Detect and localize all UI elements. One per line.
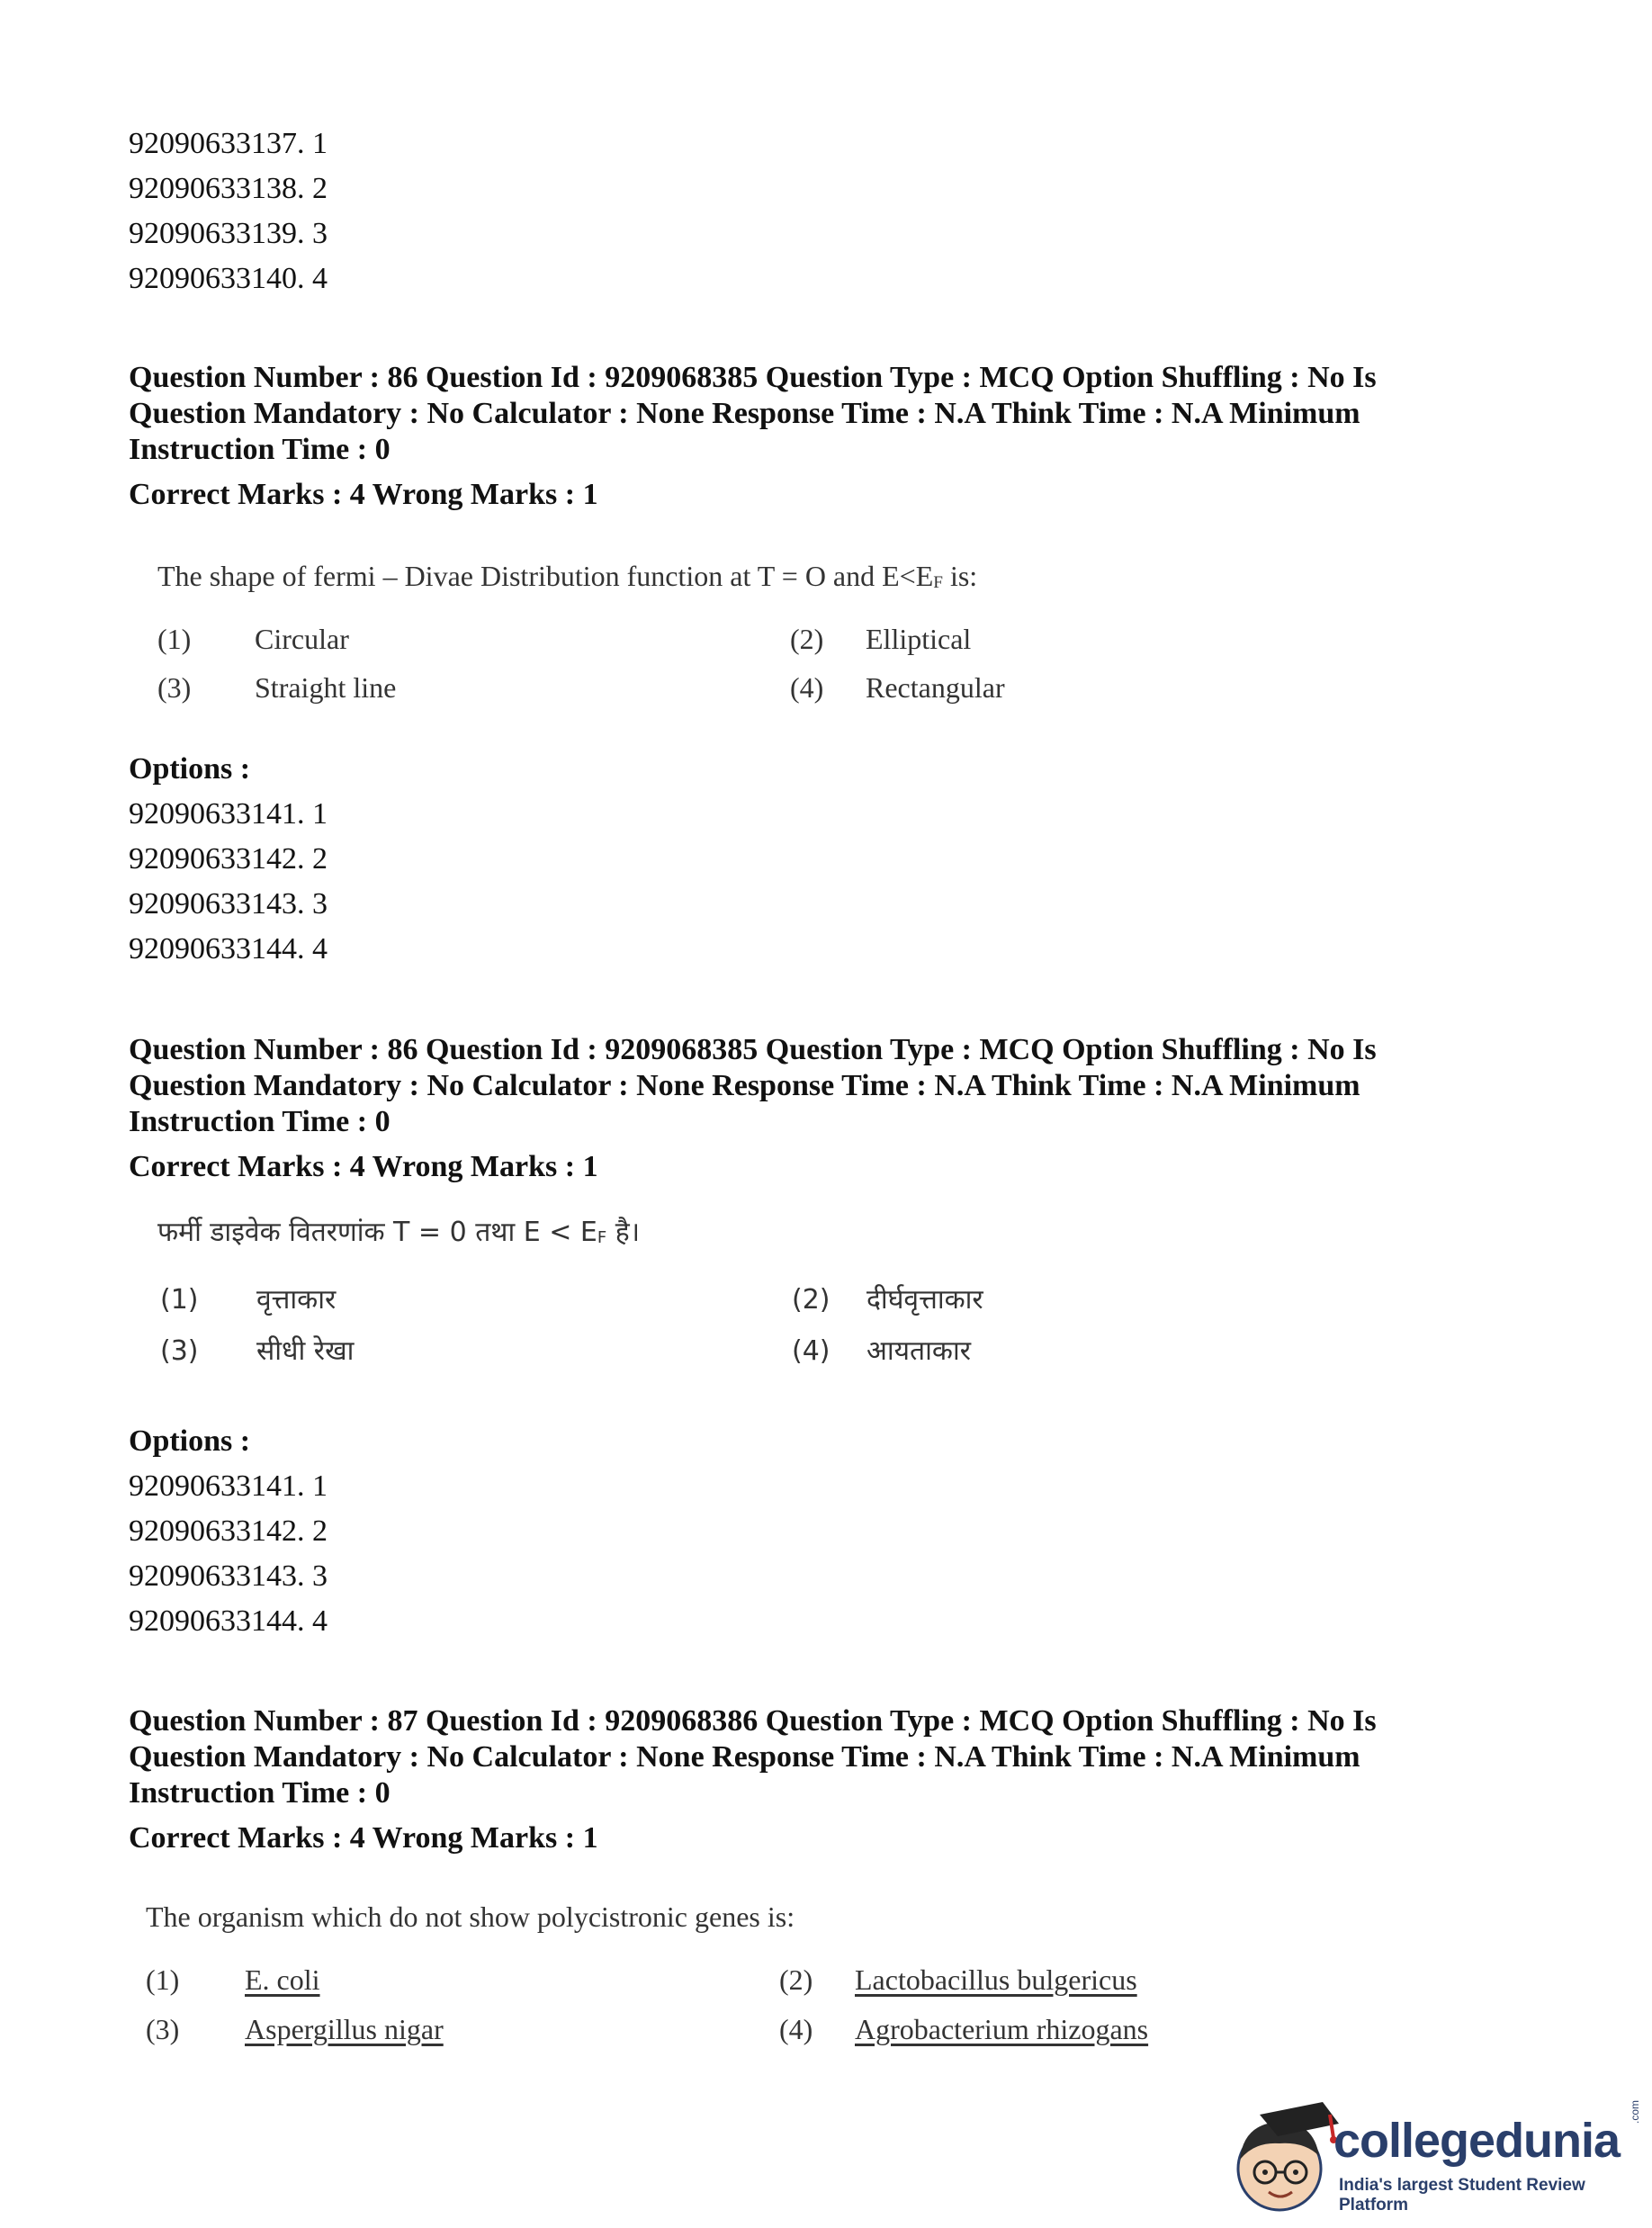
- choice-text: Lactobacillus bulgericus: [855, 1963, 1137, 1996]
- choice-number: (4): [779, 2013, 813, 2045]
- choice-text: Agrobacterium rhizogans: [855, 2013, 1149, 2045]
- choice-number: (3): [146, 2013, 180, 2045]
- choice-number: (1): [160, 1284, 199, 1316]
- option-line: 92090633141. 1: [129, 1469, 328, 1503]
- question-header: Question Number : 87 Question Id : 9209068386 Question Type : MCQ Option Shuffling : No Is Question Mandatory : No Calculator : None Response Time : N.A Think Time : N.A Minimum Instruction Time : 0: [129, 1704, 1377, 1810]
- choice-text: वृत्ताकार: [256, 1284, 337, 1316]
- brand-tagline: India's largest Student Review Platform: [1339, 2176, 1585, 2215]
- question-stem: फर्मी डाइवेक वितरणांक T = 0 तथा $E < E_F$ है।: [157, 1217, 641, 1248]
- choice-number: (2): [792, 1284, 830, 1316]
- option-line: 92090633143. 3: [129, 887, 328, 921]
- question-header: Question Number : 86 Question Id : 9209068385 Question Type : MCQ Option Shuffling : No Is Question Mandatory : No Calculator : None Response Time : N.A Think Time : N.A Minimum Instruction Time : 0: [129, 361, 1377, 466]
- option-line: 92090633142. 2: [129, 1514, 328, 1548]
- choice-text: E. coli: [245, 1963, 320, 1996]
- option-line: 92090633143. 3: [129, 1559, 328, 1593]
- choice-number: (2): [779, 1963, 813, 1996]
- option-line: 92090633141. 1: [129, 797, 328, 831]
- choice-text: सीधी रेखा: [256, 1335, 355, 1367]
- choice-number: (1): [157, 623, 192, 655]
- option-line: 92090633144. 4: [129, 1604, 328, 1638]
- choice-number: (2): [790, 623, 824, 655]
- choice-text: Aspergillus nigar: [245, 2013, 444, 2045]
- option-line: 92090633139. 3: [129, 217, 328, 250]
- option-line: 92090633137. 1: [129, 127, 328, 160]
- choice-number: (3): [160, 1335, 199, 1367]
- marks-line: Correct Marks : 4 Wrong Marks : 1: [129, 478, 598, 511]
- choice-text: Circular: [255, 623, 349, 655]
- choice-number: (4): [792, 1335, 830, 1367]
- choice-number: (3): [157, 671, 192, 704]
- option-line: 92090633138. 2: [129, 172, 328, 205]
- marks-line: Correct Marks : 4 Wrong Marks : 1: [129, 1150, 598, 1183]
- question-stem: The organism which do not show polycistronic genes is:: [146, 1900, 795, 1933]
- choice-text: Rectangular: [866, 671, 1005, 704]
- marks-line: Correct Marks : 4 Wrong Marks : 1: [129, 1821, 598, 1855]
- choice-text: दीर्घवृत्ताकार: [866, 1284, 983, 1316]
- choice-number: (1): [146, 1963, 180, 1996]
- brand-suffix: .com: [1629, 2099, 1641, 2124]
- choice-text: आयताकार: [866, 1335, 972, 1367]
- brand-name: collegedunia: [1333, 2114, 1621, 2168]
- question-stem: The shape of fermi – Divae Distribution function at T = O and $E<E_F$ is:: [157, 560, 978, 592]
- option-line: 92090633142. 2: [129, 842, 328, 876]
- choice-text: Elliptical: [866, 623, 972, 655]
- question-header: Question Number : 86 Question Id : 9209068385 Question Type : MCQ Option Shuffling : No Is Question Mandatory : No Calculator : None Response Time : N.A Think Time : N.A Minimum Instruction Time : 0: [129, 1033, 1377, 1138]
- choice-text: Straight line: [255, 671, 397, 704]
- option-line: 92090633144. 4: [129, 932, 328, 966]
- options-label: Options :: [129, 1424, 251, 1458]
- choice-number: (4): [790, 671, 824, 704]
- options-label: Options :: [129, 752, 251, 786]
- option-line: 92090633140. 4: [129, 262, 328, 295]
